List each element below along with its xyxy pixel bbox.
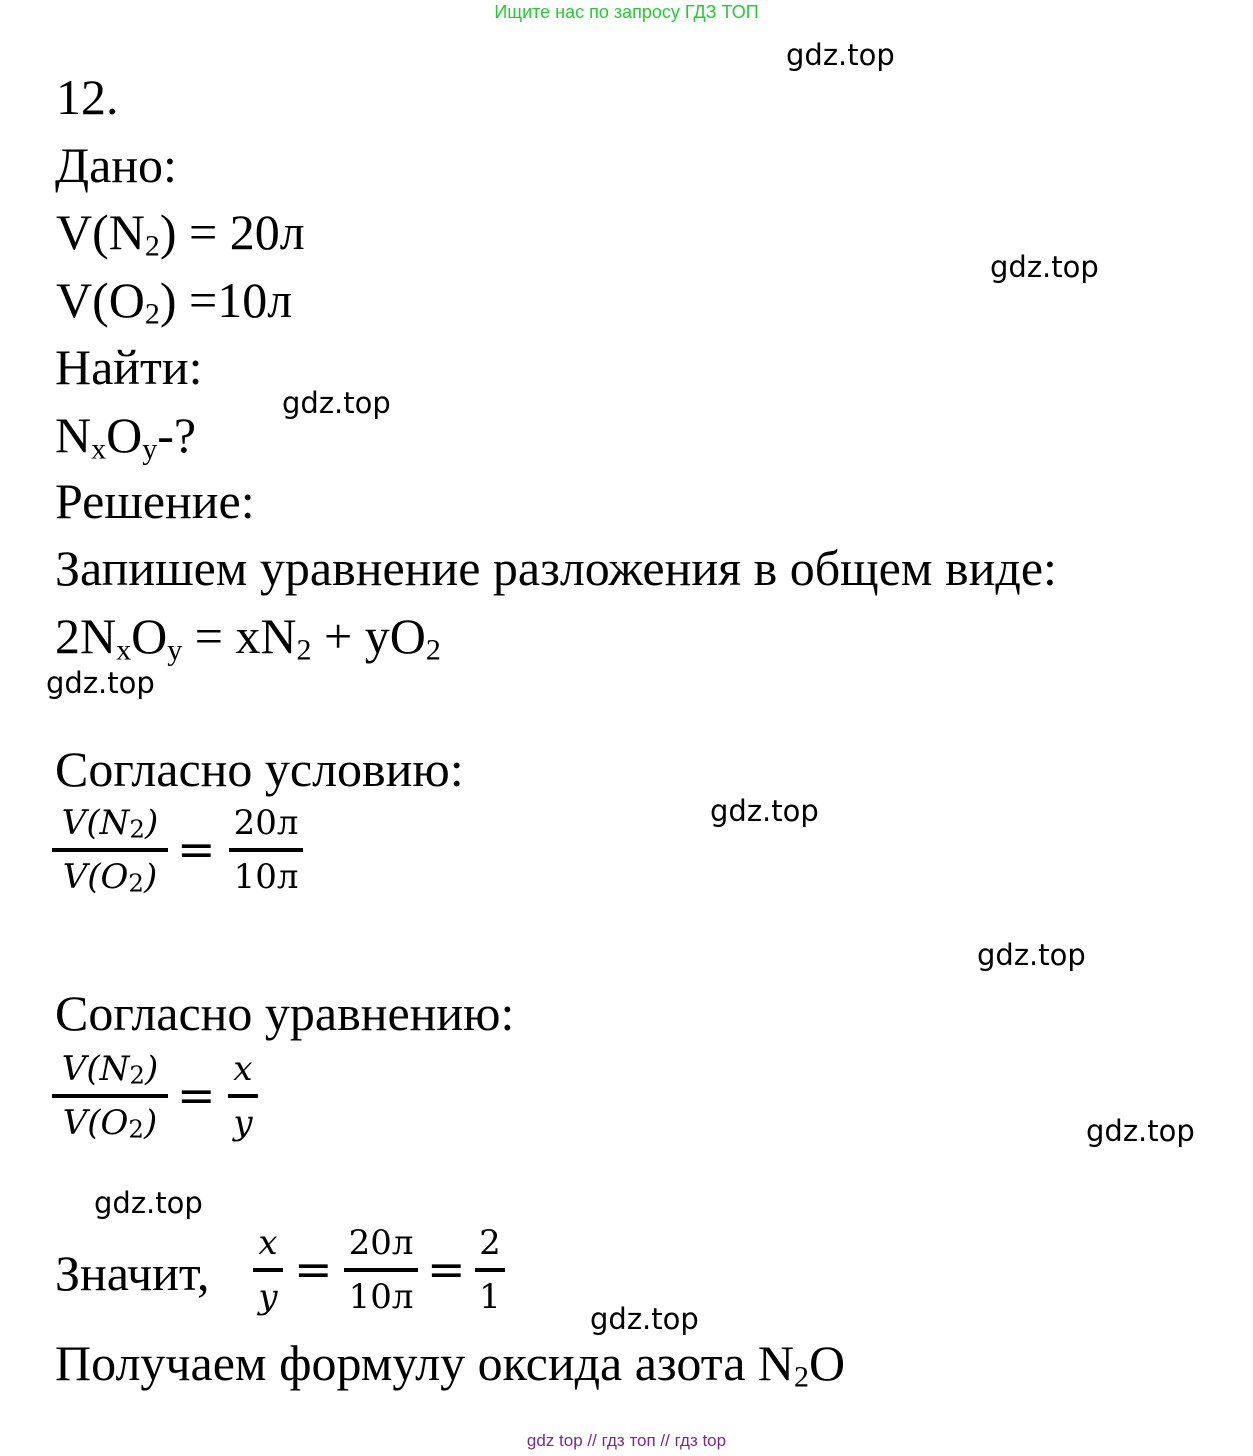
fraction-numerator: 20л [348,1223,414,1263]
equals-sign: = [294,1242,333,1296]
fraction-numerator: V(N2) [61,803,159,844]
fraction-bar [253,1268,283,1272]
given-label: Дано: [55,137,177,193]
therefore-fraction-volumes [344,1223,418,1317]
condition-lhs-fraction [52,803,168,898]
watermark: gdz.top [282,386,391,420]
equals-sign: = [177,822,216,876]
equals-sign: = [177,1068,216,1122]
fraction-denominator: V(O2) [62,1103,158,1144]
watermark: gdz.top [710,794,819,828]
decomposition-equation: $2N_xO_y = xN_2 + yO_2$ [55,608,441,667]
fraction-denominator: 1 [479,1277,501,1317]
fraction-denominator: y [233,1103,253,1143]
watermark: gdz.top [1086,1114,1195,1148]
fraction-bar [229,848,303,852]
footer-links[interactable]: gdz top // гдз топ // гдз top [526,1431,727,1450]
fraction-bar [475,1268,505,1272]
fraction-bar [228,1094,258,1098]
solution-label: Решение: [55,473,255,529]
watermark: gdz.top [977,938,1086,972]
therefore-fraction-xy [253,1223,283,1317]
fraction-bar [52,1094,168,1098]
condition-rhs-fraction [229,803,303,897]
equation-intro: Запишем уравнение разложения в общем виде: [55,540,1057,596]
task-number: 12. [56,69,119,125]
header-search-link[interactable]: Ищите нас по запросу ГДЗ ТОП [494,2,759,22]
watermark: gdz.top [94,1186,203,1220]
equation-label: Согласно уравнению: [55,985,515,1041]
result-formula: Получаем формулу оксида азота $N_2O$ [55,1335,846,1394]
watermark: gdz.top [590,1302,699,1336]
equals-sign: = [427,1242,466,1296]
find-formula: $N_xO_y-$? [55,407,197,466]
watermark: gdz.top [46,666,155,700]
fraction-denominator: V(O2) [62,857,158,898]
fraction-numerator: V(N2) [61,1049,159,1090]
fraction-denominator: y [258,1277,278,1317]
fraction-bar [52,848,168,852]
therefore-fraction-ratio [475,1223,505,1317]
watermark: gdz.top [990,250,1099,284]
fraction-numerator: x [258,1223,278,1263]
equation-lhs-fraction [52,1049,168,1144]
given-nitrogen-volume: $V(N_2) = 20л$ [56,204,305,263]
fraction-numerator: x [233,1049,253,1089]
equation-rhs-fraction [228,1049,258,1143]
find-label: Найти: [55,339,203,395]
fraction-numerator: 20л [233,803,299,843]
watermark: gdz.top [786,38,895,72]
condition-label: Согласно условию: [55,741,464,797]
fraction-bar [344,1268,418,1272]
fraction-denominator: 10л [348,1277,414,1317]
therefore-label: Значит, [55,1245,210,1301]
fraction-denominator: 10л [233,857,299,897]
given-oxygen-volume: $V(O_2) =10л$ [56,272,293,331]
fraction-numerator: 2 [479,1223,501,1263]
